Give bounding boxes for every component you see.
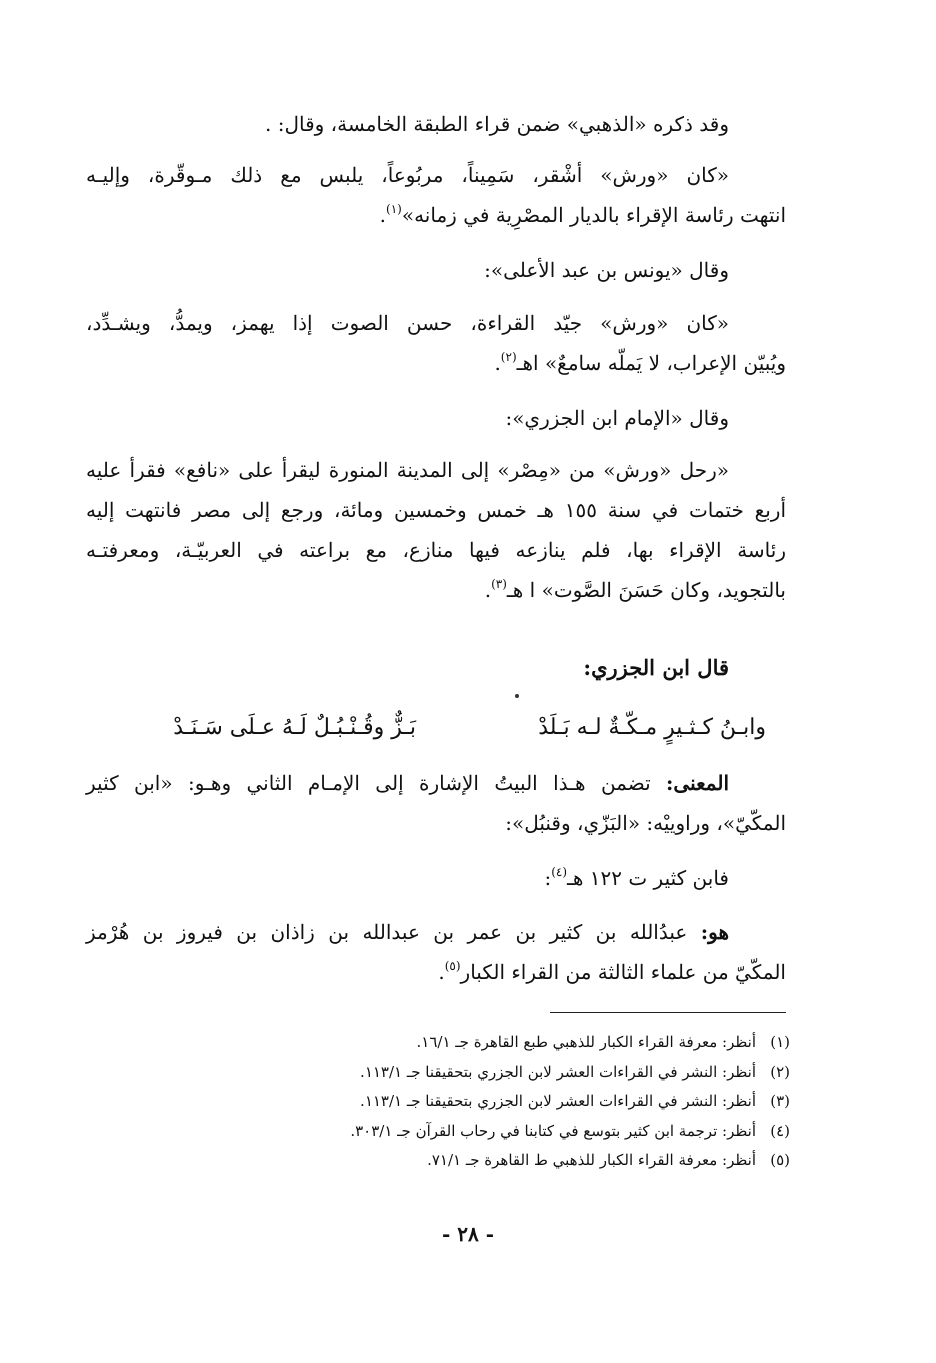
footnote-ref-2[interactable]: (٢) [500, 350, 517, 364]
he-keyword: هو: [700, 920, 729, 944]
paragraph-2-line-2: انتهت رئاسة الإقراء بالديار المصْرِية في زمانه»$^{(١)}$. [379, 202, 786, 227]
paragraph-6-line-4: بالتجويد، وكان حَسَنَ الصَّوت» ا هـ$^{(٣)}$. [484, 577, 786, 602]
paragraph-9-line-2-text: المكّيّ من علماء الثالثة من القراء الكبار [460, 960, 786, 984]
footnote-number: (٤) [770, 1121, 790, 1140]
footnote-text: أنظر: النشر في القراءات العشر لابن الجزري بتحقيقنا جـ ١١٣/١. [360, 1062, 756, 1081]
paragraph-2 [86, 155, 786, 235]
footnote-text: أنظر: ترجمة ابن كثير بتوسع في كتابنا في رحاب القرآن جـ ٣٠٣/١. [350, 1121, 756, 1140]
section-heading: قال ابن الجزري: [583, 655, 729, 680]
paragraph-8-text: فابن كثير ت ١٢٢ هـ [567, 866, 729, 890]
paragraph-7-line-1-text: تضمن هـذا البيتُ الإشارة إلى الإمـام الثاني وهـو: «ابن كثير [86, 771, 651, 795]
footnote-number: (٢) [770, 1062, 790, 1081]
verse-hemistich-right: وابـنُ كـثـيرٍ مـكّـةٌ لـه بَـلَدْ [538, 715, 766, 740]
paragraph-6-line-3: رئاسة الإقراء بها، فلم ينازعه فيها منازع، مع براعته في العربيّـة، ومعرفتـه [86, 538, 786, 562]
paragraph-7-line-1 [86, 763, 786, 803]
footnote-ref-5[interactable]: (٥) [444, 959, 461, 973]
paragraph-7-line-2: المكّيّ»، وراوييْه: «البَزّي، وقنبُل»: [505, 811, 786, 835]
footnote-4 [70, 1117, 790, 1147]
footnote-text: أنظر: معرفة القراء الكبار للذهبي طبع القاهرة جـ ١٦/١. [416, 1033, 756, 1051]
footnote-number: (٥) [770, 1151, 790, 1169]
footnote-5 [70, 1146, 790, 1176]
verse-hemistich-left: بَـزٌّ وقُـنْـبُـلٌ لَـهُ عـلَى سَـنَـدْ [173, 715, 416, 740]
paragraph-6-line-2: أربع ختمات في سنة ١٥٥ هـ خمس وخمسين ومائة، ورجع إلى مصر فانتهت إليه [86, 498, 786, 522]
footnote-text: أنظر: النشر في القراءات العشر لابن الجزري بتحقيقنا جـ ١١٣/١. [360, 1092, 756, 1110]
paragraph-3-text: وقال «يونس بن عبد الأعلى»: [484, 258, 729, 282]
footnote-ref-1[interactable]: (١) [386, 202, 402, 216]
paragraph-4-line-1: «كان «ورش» جيّد القراءة، حسن الصوت إذا يهمز، ويمدُّ، ويشـدِّد، [86, 311, 729, 335]
footnote-separator [550, 1012, 786, 1013]
paragraph-9-line-1-text: عبدُالله بن كثير بن عمر بن عبدالله بن زاذان بن فيروز بن هُرْمز [86, 920, 688, 944]
paragraph-4-line-2-text: ويُبيّن الإعراب، لا يَملّه سامعٌ» اهـ [516, 351, 786, 375]
footnote-1 [70, 1028, 790, 1058]
paragraph-9-line-1 [86, 912, 786, 952]
footnote-number: (٣) [770, 1092, 790, 1110]
paragraph-1-text: وقد ذكره «الذهبي» ضمن قراء الطبقة الخامسة، وقال: . [265, 112, 729, 136]
ink-speck [515, 694, 519, 698]
paragraph-3 [89, 250, 729, 290]
footnote-3 [70, 1087, 790, 1117]
paragraph-2-line-2-text: انتهت رئاسة الإقراء بالديار المصْرِية في زمانه» [401, 203, 786, 227]
paragraph-1 [89, 104, 729, 144]
paragraph-6-line-1: «رحل «ورش» من «مِصْر» إلى المدينة المنورة ليقرأ على «نافع» فقرأ عليه [86, 458, 729, 482]
paragraph-9-line-2: المكّيّ من علماء الثالثة من القراء الكبار$^{(٥)}$. [438, 959, 786, 984]
paragraph-5 [89, 398, 729, 438]
footnote-text: أنظر: معرفة القراء الكبار للذهبي ط القاهرة جـ ٧١/١. [427, 1151, 756, 1169]
paragraph-6-line-4-text: بالتجويد، وكان حَسَنَ الصَّوت» ا هـ [506, 578, 786, 602]
paragraph-9 [86, 912, 786, 992]
footnote-number: (١) [770, 1033, 790, 1051]
paragraph-8: فابن كثير ت ١٢٢ هـ$^{(٤)}$: [544, 865, 729, 890]
page-number: - ٢٨ - [441, 1222, 494, 1246]
footnote-ref-3[interactable]: (٣) [491, 577, 507, 591]
footnotes [70, 1028, 790, 1176]
paragraph-4-line-2: ويُبيّن الإعراب، لا يَملّه سامعٌ» اهـ$^{(٢)}$. [494, 350, 786, 375]
paragraph-5-text: وقال «الإمام ابن الجزري»: [505, 406, 729, 430]
footnote-2 [70, 1058, 790, 1088]
paragraph-6 [86, 450, 786, 610]
paragraph-4 [86, 303, 786, 383]
paragraph-2-line-1: «كان «ورش» أشْقر، سَمِيناً، مربُوعاً، يلبس مع ذلك مـوقّرة، وإليـه [86, 163, 729, 187]
footnote-ref-4[interactable]: (٤) [551, 865, 568, 879]
paragraph-7 [86, 763, 786, 843]
meaning-keyword: المعنى: [666, 771, 729, 795]
